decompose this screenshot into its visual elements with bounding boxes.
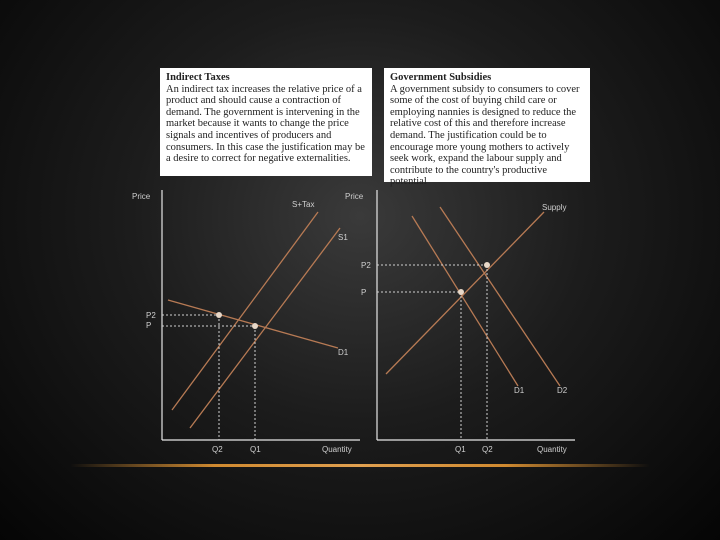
supply-plus-tax-label: S+Tax <box>292 200 315 209</box>
left-x-axis-label: Quantity <box>322 445 352 454</box>
left-y-axis-label: Price <box>132 192 151 201</box>
supply-plus-tax-curve <box>172 212 318 410</box>
left-equilibrium-original <box>252 323 258 329</box>
right-equilibrium-original <box>458 289 464 295</box>
left-q1-label: Q1 <box>250 445 261 454</box>
supply-label: Supply <box>542 203 567 212</box>
right-q1-label: Q1 <box>455 445 466 454</box>
indirect-tax-diagram <box>132 190 360 454</box>
supply-curve <box>386 212 544 374</box>
demand-d2-label: D2 <box>557 386 568 395</box>
indirect-taxes-heading: Indirect Taxes <box>166 72 230 83</box>
government-subsidies-body: A government subsidy to consumers to cover some of the cost of buying child care or employing nannies is designed to reduce the relative cost of this and therefore increase demand. The justification could be to encourage more young mothers to actively seek work, expand the labour supply and contribute to the country's productive potential <box>390 83 580 188</box>
right-p2-label: P2 <box>361 261 371 270</box>
left-equilibrium-after-tax <box>216 312 222 318</box>
demand-curve-d1-original <box>412 216 518 386</box>
government-subsidies-heading: Government Subsidies <box>390 72 492 83</box>
demand-d1-label: D1 <box>338 348 349 357</box>
left-q2-label: Q2 <box>212 445 223 454</box>
left-p-label: P <box>146 321 152 330</box>
demand-d1-label-right: D1 <box>514 386 525 395</box>
indirect-taxes-body: An indirect tax increases the relative price of a product and should cause a contraction of demand. The government is intervening in the market because it wants to change the price signals and incentives of producers and consumers. In this case the justification may be a desire to correct for negative externalities. <box>166 83 365 165</box>
right-equilibrium-after-subsidy <box>484 262 490 268</box>
demand-curve-d2-shifted <box>440 207 560 386</box>
subsidy-diagram <box>345 190 575 454</box>
left-p2-label: P2 <box>146 311 156 320</box>
supply-s1-label: S1 <box>338 233 348 242</box>
decorative-divider <box>70 464 650 467</box>
right-p-label: P <box>361 288 367 297</box>
right-x-axis-label: Quantity <box>537 445 567 454</box>
right-y-axis-label: Price <box>345 192 364 201</box>
right-q2-label: Q2 <box>482 445 493 454</box>
